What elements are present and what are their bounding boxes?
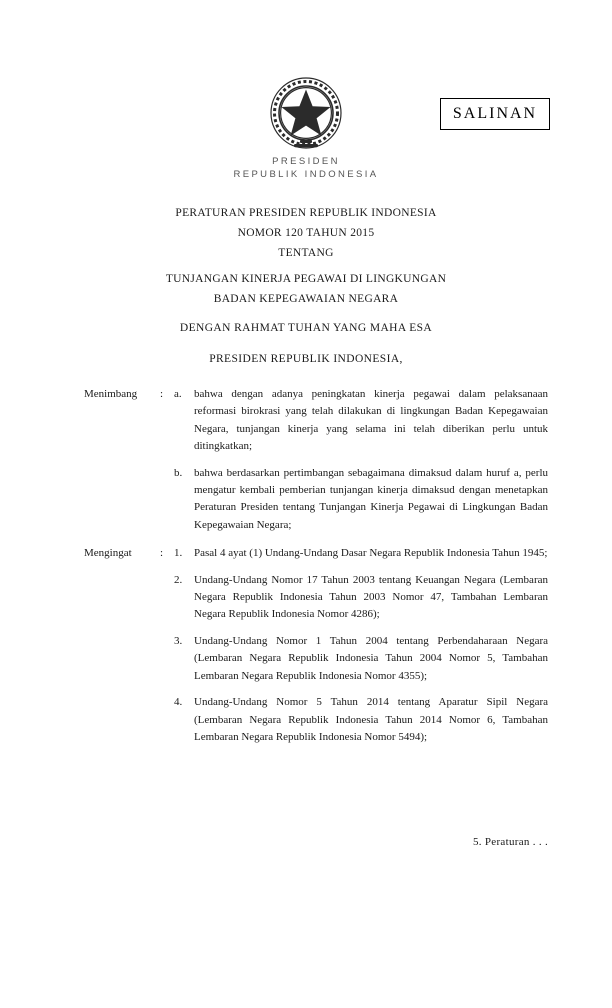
menimbang-items <box>174 386 548 534</box>
list-item-text: Pasal 4 ayat (1) Undang-Undang Dasar Negara Republik Indonesia Tahun 1945; <box>194 547 548 560</box>
title-line-5: BADAN KEPEGAWAIAN NEGARA <box>213 293 399 305</box>
menimbang-label: Menimbang <box>84 388 138 400</box>
salinan-stamp <box>440 98 550 130</box>
emblem-caption <box>0 156 612 182</box>
invocation-line: DENGAN RAHMAT TUHAN YANG MAHA ESA <box>179 322 433 334</box>
list-item <box>174 545 548 562</box>
title-line-4: TUNJANGAN KINERJA PEGAWAI DI LINGKUNGAN <box>165 273 447 285</box>
mengingat-label: Mengingat <box>84 547 132 560</box>
list-item <box>174 572 548 624</box>
mengingat-colon: : <box>160 547 164 560</box>
list-item-marker: b. <box>174 466 183 479</box>
mengingat-items <box>174 545 548 746</box>
mengingat-clause <box>84 545 548 746</box>
list-item-text: Undang-Undang Nomor 5 Tahun 2014 tentang Aparatur Sipil Negara (Lembaran Negara Republik Indonesia Tahun 2014 Nomor 6, Tambahan Lembaran Negara Republik Indonesia Nomor 5494); <box>194 696 548 743</box>
garuda-star-emblem-icon <box>260 74 352 152</box>
list-item <box>174 465 548 535</box>
page-continuation-note: 5. Peraturan . . . <box>472 836 548 848</box>
list-item-text: bahwa berdasarkan pertimbangan sebagaimana dimaksud dalam huruf a, perlu mengatur kembali pemberian tunjangan kinerja dimaksud dengan menetapkan Peraturan Presiden tentang Tunjangan Kinerja Pegawai di Lingkungan Badan Kepegawaian Negara; <box>194 466 548 531</box>
list-item-marker: 2. <box>174 573 183 586</box>
list-item-marker: 3. <box>174 634 183 647</box>
title-line-1: PERATURAN PRESIDEN REPUBLIK INDONESIA <box>175 207 437 219</box>
page-title <box>0 203 612 309</box>
title-line-2: NOMOR 120 TAHUN 2015 <box>237 227 375 239</box>
list-item <box>174 633 548 685</box>
emblem-caption-line1: PRESIDEN <box>272 156 340 167</box>
list-item-text: Undang-Undang Nomor 17 Tahun 2003 tentang Keuangan Negara (Lembaran Negara Republik Indonesia Tahun 2003 Nomor 47, Tambahan Lembaran Negara Republik Indonesia Nomor 4286); <box>194 573 548 621</box>
menimbang-clause <box>84 386 548 534</box>
list-item-marker: 1. <box>174 547 183 560</box>
list-item-text: Undang-Undang Nomor 1 Tahun 2004 tentang Perbendaharaan Negara (Lembaran Negara Republik Indonesia Tahun 2004 Nomor 5, Tambahan Lembaran Negara Republik Indonesia Nomor 4355); <box>194 634 548 682</box>
authority-line: PRESIDEN REPUBLIK INDONESIA, <box>209 353 403 365</box>
list-item-marker: 4. <box>174 696 183 709</box>
menimbang-colon: : <box>160 388 164 400</box>
salinan-stamp-label: SALINAN <box>452 105 538 122</box>
list-item-text: bahwa dengan adanya peningkatan kinerja pegawai dalam pelaksanaan reformasi birokrasi yang telah dilakukan di lingkungan Badan Kepegawaian Negara, tunjangan kinerja yang selama ini telah diberikan perlu untuk ditingkatkan; <box>194 388 548 453</box>
list-item-marker: a. <box>174 388 182 400</box>
title-line-3: TENTANG <box>278 247 334 259</box>
list-item <box>174 694 548 746</box>
emblem-caption-line2: REPUBLIK INDONESIA <box>233 168 379 180</box>
list-item <box>174 386 548 456</box>
document-body <box>84 386 548 748</box>
